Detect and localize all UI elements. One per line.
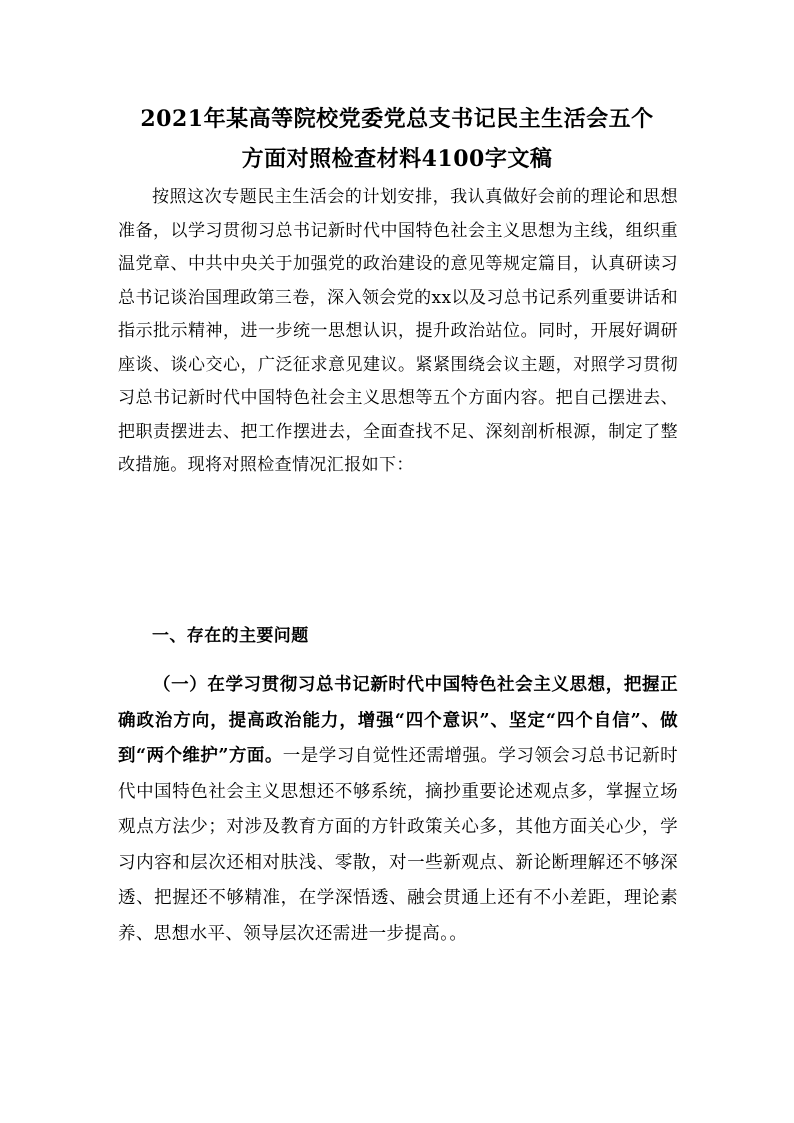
section-heading: 一、存在的主要问题 — [152, 626, 309, 646]
title-line-1: 2021年某高等院校党委党总支书记民主生活会五个 — [140, 106, 654, 132]
subsection-1-paragraph — [118, 668, 678, 952]
subsection-1-text: 一是学习自觉性还需增强。学习领会习总书记新时代中国特色社会主义思想还不够系统，摘抄重要论述观点多，掌握立场观点方法少；对涉及教育方面的方针政策关心多，其他方面关心少，学习内容和层次还相对肤浅、零散，对一些新观点、新论断理解还不够深透、把握还不够精准，在学深悟透、融会贯通上还有不小差距，理论素养、思想水平、领导层次还需进一步提高。。 — [118, 746, 678, 944]
document-title — [110, 99, 684, 179]
intro-paragraph: 按照这次专题民主生活会的计划安排，我认真做好会前的理论和思想准备，以学习贯彻习总书记新时代中国特色社会主义思想为主线，组织重温党章、中共中央关于加强党的政治建设的意见等规定篇目，认真研读习总书记谈治国理政第三卷，深入领会党的xx以及习总书记系列重要讲话和指示批示精神，进一步统一思想认识，提升政治站位。同时，开展好调研座谈、谈心交心，广泛征求意见建议。紧紧围绕会议主题，对照学习贯彻习总书记新时代中国特色社会主义思想等五个方面内容。把自己摆进去、把职责摆进去、把工作摆进去，全面查找不足、深刻剖析根源，制定了整改措施。现将对照检查情况汇报如下： — [118, 187, 678, 475]
subsection-1-lead: （一）在学习贯彻习总书记新时代中国特色社会主义思想，把握正确政治方向，提高政治能力，增强“四个意识”、坚定“四个自信”、做到“两个维护”方面。 — [118, 675, 678, 766]
title-line-2: 方面对照检查材料4100字文稿 — [241, 146, 553, 172]
